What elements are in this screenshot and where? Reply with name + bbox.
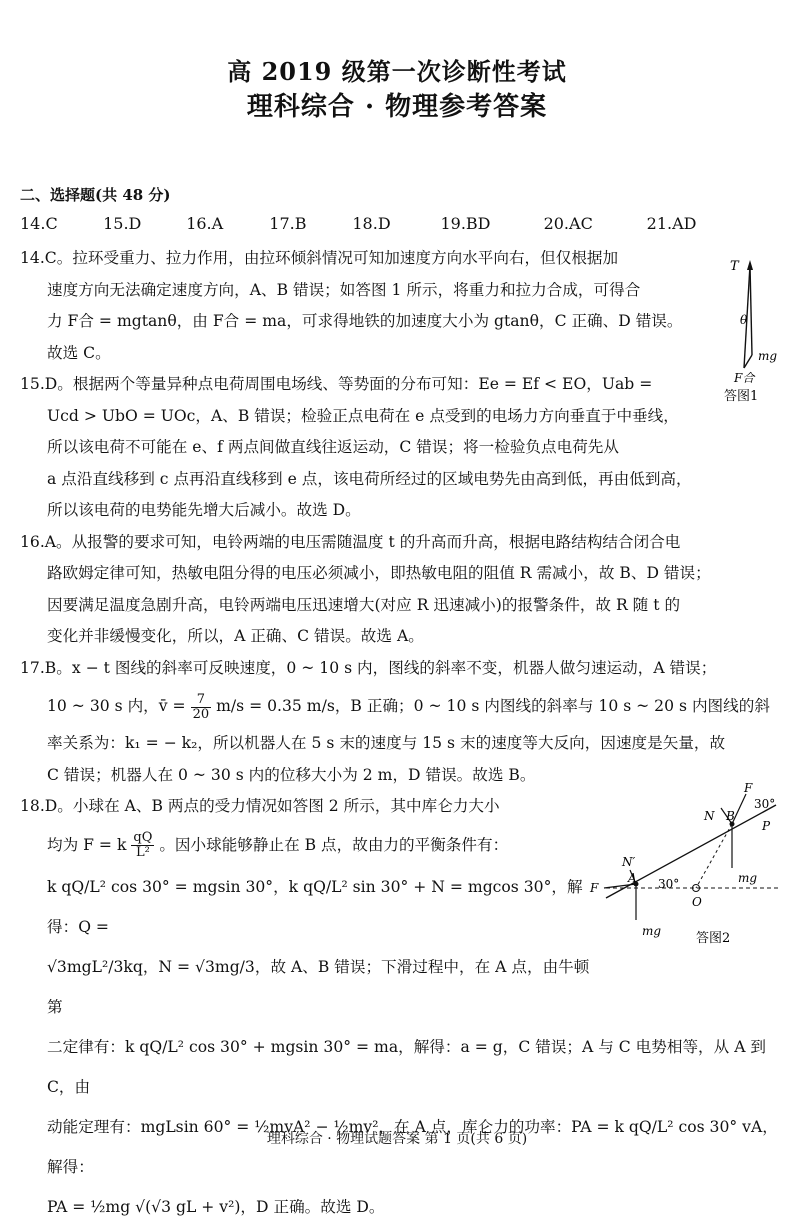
q18-line: 动能定理有：mgLsin 60° = ½mvA² − ½mv²，在 A 点，库仑力的功率：PA = k qQ/L² cos 30° vA，解得： xyxy=(47,1117,778,1176)
frac-den: 20 xyxy=(192,706,210,722)
q15-line: 所以该电荷的电势能先增大后减小。故选 D。 xyxy=(47,501,361,519)
q17-line xyxy=(20,684,780,728)
q18-text: 。因小球能够静止在 B 点，故由力的平衡条件有： xyxy=(159,835,509,854)
figure-2-caption: 答图2 xyxy=(696,931,731,946)
answer-item: 20.AC xyxy=(543,214,593,233)
section-heading: 二、选择题(共 48 分) xyxy=(20,186,171,204)
q18-line: √3mgL²/3kq，N = √3mg/3，故 A、B 错误；下滑过程中，在 A 点，由牛顿第 xyxy=(47,957,590,1016)
frac-num: 7 xyxy=(191,693,212,708)
q18-fraction xyxy=(131,831,154,860)
q16-line: 变化并非缓慢变化，所以，A 正确、C 错误。故选 A。 xyxy=(47,627,424,645)
page-footer: 理科综合 · 物理试题答案 第 1 页(共 6 页) xyxy=(266,1131,528,1147)
q15-line: 15.D。根据两个等量异种点电荷周围电场线、等势面的分布可知：Ee = Ef < EO，Uab = xyxy=(20,375,653,393)
label-P: P xyxy=(762,819,771,833)
label-theta: θ xyxy=(740,313,748,327)
q18-line: k qQ/L² cos 30° = mgsin 30°，k qQ/L² sin 30° + N = mgcos 30°，解得：Q = xyxy=(47,877,583,936)
answer-item: 15.D xyxy=(103,214,142,233)
label-mg-A: mg xyxy=(642,924,662,938)
figure-2-force-diagram xyxy=(586,780,786,960)
q16-line: 16.A。从报警的要求可知，电铃两端的电压需随温度 t 的升高而升高，根据电路结构结合闭合电 xyxy=(20,532,681,551)
q17-line: C 错误；机器人在 0 ~ 30 s 内的位移大小为 2 m，D 错误。故选 B。 xyxy=(47,765,536,784)
label-F-resultant: F合 xyxy=(734,371,755,385)
q17-fraction xyxy=(191,693,212,722)
label-mg: mg xyxy=(758,349,778,363)
answer-key-row xyxy=(20,214,780,233)
figure-1-force-diagram xyxy=(720,250,790,410)
answer-item: 21.AD xyxy=(646,214,697,233)
q18-text: 均为 F = k xyxy=(47,835,127,854)
q18-line: PA = ½mg √(√3 gL + v²)，D 正确。故选 D。 xyxy=(47,1197,385,1216)
q17-line: 率关系为：k₁ = − k₂，所以机器人在 5 s 末的速度与 15 s 末的速度等大反向，因速度是矢量，故 xyxy=(47,734,726,752)
label-O: O xyxy=(692,895,702,909)
label-T: T xyxy=(730,259,739,274)
figure-1-caption: 答图1 xyxy=(724,389,759,404)
frac-num: qQ xyxy=(133,830,153,845)
q15-line: 所以该电荷不可能在 e、f 两点间做直线往返运动，C 错误；将一检验负点电荷先从 xyxy=(47,438,619,456)
label-A: A xyxy=(628,871,637,885)
q14-line: 力 F合 = mgtanθ，由 F合 = ma，可求得地铁的加速度大小为 gtanθ，C 正确、D 错误。 xyxy=(47,312,683,330)
label-N-prime: N′ xyxy=(622,855,636,869)
document-title: 高 2019 级第一次诊断性考试 xyxy=(227,57,567,86)
answer-item: 14.C xyxy=(20,214,58,233)
q14-line: 14.C。拉环受重力、拉力作用，由拉环倾斜情况可知加速度方向水平向右，但仅根据加 xyxy=(20,249,619,267)
document-subtitle: 理科综合 · 物理参考答案 xyxy=(246,92,548,122)
q15-line: a 点沿直线移到 c 点再沿直线移到 e 点，该电荷所经过的区域电势先由高到低，再由低到高， xyxy=(47,469,692,488)
label-B: B xyxy=(726,809,735,823)
q18-line: 二定律有：k qQ/L² cos 30° + mgsin 30° = ma，解得：a = g，C 错误；A 与 C 电势相等，从 A 到 C，由 xyxy=(47,1037,767,1096)
label-30-top: 30° xyxy=(754,797,776,811)
q16-line: 路欧姆定律可知，热敏电阻分得的电压必须减小，即热敏电阻的阻值 R 需减小，故 B、D 错误； xyxy=(47,564,711,582)
q17-line: 17.B。x − t 图线的斜率可反映速度，0 ~ 10 s 内，图线的斜率不变，机器人做匀速运动，A 错误； xyxy=(20,658,717,677)
label-F-top: F xyxy=(744,781,753,795)
q18-line xyxy=(20,823,597,867)
q16-line: 因要满足温度急剧升高，电铃两端电压迅速增大(对应 R 迅速减小)的报警条件，故 R 随 t 的 xyxy=(47,595,681,614)
arrow-head-icon xyxy=(747,260,753,270)
frac-den: L² xyxy=(135,845,150,860)
q14-line: 速度方向无法确定速度方向，A、B 错误；如答图 1 所示，将重力和拉力合成，可得合 xyxy=(47,280,641,299)
q17-text: m/s = 0.35 m/s，B 正确；0 ~ 10 s 内图线的斜率与 10 s ~ 20 s 内图线的斜 xyxy=(216,697,770,715)
label-F-left: F xyxy=(590,881,599,895)
label-mg-B: mg xyxy=(738,871,758,885)
label-30-bottom: 30° xyxy=(658,877,680,891)
solution-body xyxy=(20,243,780,1227)
answer-item: 17.B xyxy=(269,214,307,233)
q15-line: Ucd > UbO = UOc，A、B 错误；检验正点电荷在 e 点受到的电场力方向垂直于中垂线， xyxy=(47,406,679,425)
answer-item: 19.BD xyxy=(440,214,491,233)
dashed-line-BO xyxy=(696,824,732,888)
label-N: N xyxy=(704,809,715,823)
q18-line: 18.D。小球在 A、B 两点的受力情况如答图 2 所示，其中库仑力大小 xyxy=(20,797,500,815)
answer-item: 16.A xyxy=(186,214,224,233)
answer-item: 18.D xyxy=(352,214,391,233)
q14-line: 故选 C。 xyxy=(47,343,111,362)
q17-text: 10 ~ 30 s 内，v̄ = xyxy=(47,697,186,715)
gravity-vector xyxy=(750,265,752,355)
